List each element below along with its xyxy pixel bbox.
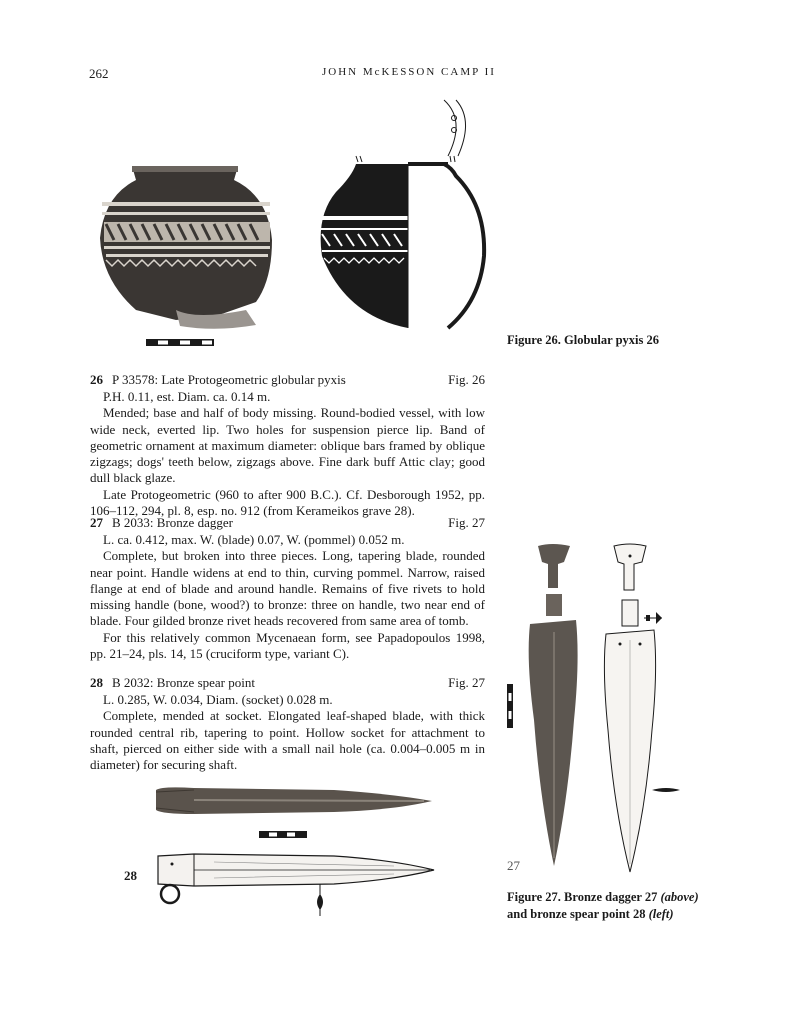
pyxis-photo: [96, 160, 276, 330]
spear-scale-bar: [259, 831, 307, 838]
figure-27-caption-line1: Figure 27. Bronze dagger 27: [507, 890, 658, 904]
entry-26-number: 26: [90, 372, 103, 387]
entry-27-dimensions: L. ca. 0.412, max. W. (blade) 0.07, W. (pommel) 0.052 m.: [103, 532, 405, 547]
dagger-scale-bar: [507, 684, 513, 728]
entry-28-title: B 2032: Bronze spear point: [112, 675, 255, 690]
entry-26-figure-ref: Fig. 26: [448, 372, 485, 387]
pyxis-drawing: [316, 96, 496, 336]
entry-27-title: B 2033: Bronze dagger: [112, 515, 233, 530]
entry-26-dimensions: P.H. 0.11, est. Diam. ca. 0.14 m.: [103, 389, 271, 404]
entry-28-number: 28: [90, 675, 103, 690]
page-number: 262: [89, 66, 109, 81]
entry-26-description: Mended; base and half of body missing. Round-bodied vessel, with low wide neck, everted lip. Two holes for suspension pierce lip. Band of geometric ornament at maximum diameter: oblique bars framed by oblique zigzags; dogs' teeth below, zigzags above. Fine dark buff Attic clay; good dull black glaze.: [90, 405, 485, 486]
entry-28-figure-ref: Fig. 27: [448, 675, 485, 690]
running-head: JOHN McKESSON CAMP II: [322, 66, 496, 78]
dagger-drawing: [600, 540, 690, 880]
figure-27-caption: [507, 889, 747, 923]
figure-27-caption-left: (left): [648, 907, 674, 921]
entry-26-body: [90, 389, 485, 519]
entry-28-heading: [90, 675, 485, 691]
figure-26-caption: Figure 26. Globular pyxis 26: [507, 333, 659, 347]
entry-27-figure-ref: Fig. 27: [448, 515, 485, 530]
scale-bar: [146, 339, 214, 346]
spear-figure-label: 28: [124, 868, 137, 883]
entry-26-heading: [90, 372, 485, 388]
entry-27-description: Complete, but broken into three pieces. Long, tapering blade, rounded near point. Handle widens at end to thin, curving pommel. Narrow, raised flange at end of blade and around handle. Remains of five rivets to hold missing handle (bone, wood?) to bronze: three on handle, two near end of blade. Four gilded bronze rivet heads recovered from same area of tomb.: [90, 548, 485, 629]
figure-27-caption-line2: and bronze spear point 28: [507, 907, 646, 921]
dagger-photo: [524, 540, 584, 875]
entry-28-body: [90, 692, 485, 773]
entry-28-dimensions: L. 0.285, W. 0.034, Diam. (socket) 0.028 m.: [103, 692, 333, 707]
entry-27-parallels: For this relatively common Mycenaean form, see Papadopoulos 1998, pp. 21–24, pls. 14, 15 (cruciform type, variant C).: [90, 629, 485, 662]
entry-26-title: P 33578: Late Protogeometric globular pyxis: [112, 372, 346, 387]
figure-27-caption-above: (above): [660, 890, 699, 904]
spear-point-photo: [154, 784, 434, 816]
entry-26-dating: Late Protogeometric (960 to after 900 B.C.). Cf. Desborough 1952, pp. 106–112, 294, pl. 8, esp. no. 912 (from Kerameikos grave 28).: [90, 486, 485, 519]
entry-27-number: 27: [90, 515, 103, 530]
entry-27-body: [90, 532, 485, 662]
dagger-figure-label: 27: [507, 858, 520, 873]
entry-27-heading: [90, 515, 485, 531]
spear-point-drawing: [154, 850, 436, 920]
entry-28-description: Complete, mended at socket. Elongated leaf-shaped blade, with thick rounded central rib, tapering to point. Hollow socket for attachment to shaft, pierced on either side with a small nail hole (ca. 0.004–0.005 m in diameter) for securing shaft.: [90, 708, 485, 773]
